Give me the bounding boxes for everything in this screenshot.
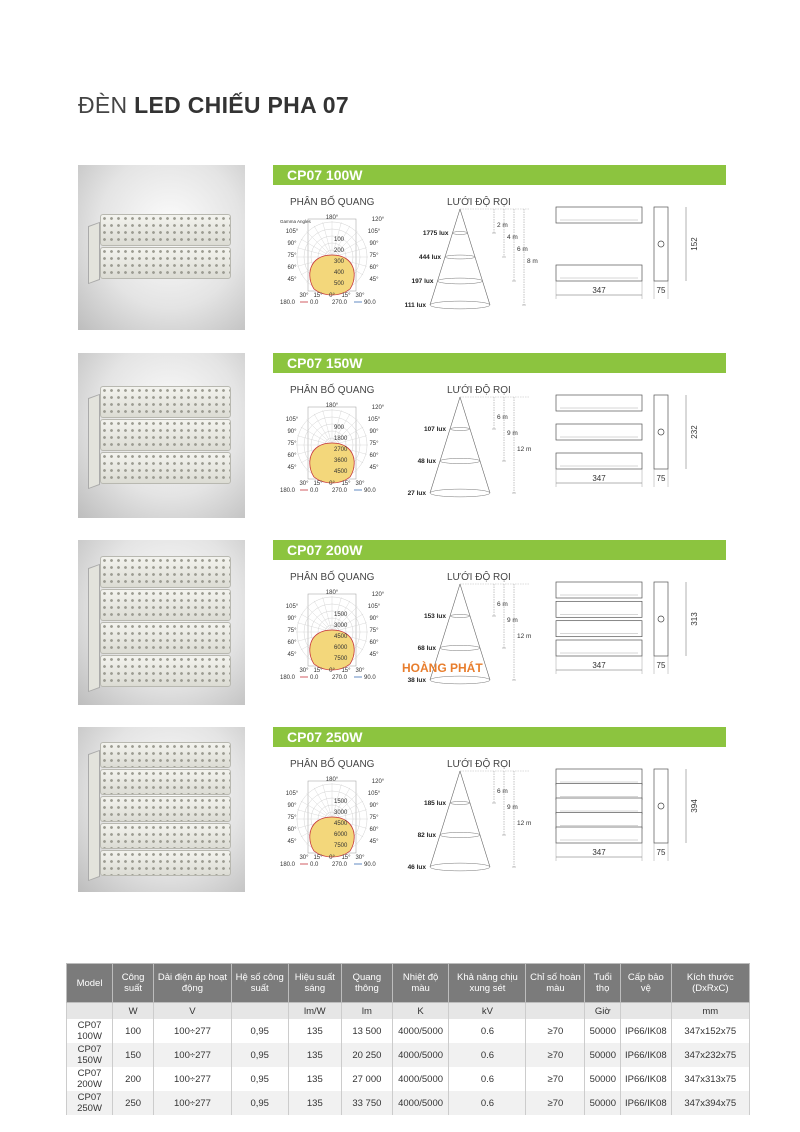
polar-value-label: 7500 <box>334 843 348 849</box>
front-module <box>556 453 642 469</box>
lux-cone-diagram <box>398 203 538 313</box>
height-label: 313 <box>690 612 699 626</box>
polar-diagram <box>278 401 386 493</box>
lux-label: 38 lux <box>407 677 426 684</box>
product-section <box>0 540 800 720</box>
polar-diagram <box>278 588 386 680</box>
distribution-label: PHÂN BỐ QUANG <box>290 759 375 770</box>
distance-label: 6 m <box>517 246 528 253</box>
side-view <box>654 207 668 281</box>
product-photo <box>78 540 245 705</box>
angle-label: 60° <box>287 453 297 459</box>
legend-label: 90.0 <box>364 675 376 680</box>
dimension-drawing <box>548 765 708 875</box>
lux-label: 111 lux <box>404 302 426 309</box>
polar-value-label: 4500 <box>334 469 348 475</box>
led-module <box>100 823 231 849</box>
angle-label: 75° <box>369 253 379 259</box>
distance-label: 6 m <box>497 414 508 421</box>
table-cell: 20 250 <box>342 1043 393 1067</box>
table-cell: 0,95 <box>231 1043 288 1067</box>
page-title <box>78 92 349 119</box>
product-section <box>0 353 800 533</box>
polar-value-label: 1800 <box>334 436 348 442</box>
product-photo <box>78 727 245 892</box>
table-cell: ≥70 <box>526 1043 585 1067</box>
angle-label: 90° <box>369 803 379 809</box>
polar-value-label: 900 <box>334 425 345 431</box>
angle-label: 15° <box>341 293 351 299</box>
table-cell: 0.6 <box>449 1091 526 1115</box>
led-module <box>100 622 231 654</box>
table-cell: 200 <box>113 1067 154 1091</box>
angle-label: 75° <box>287 628 297 634</box>
table-cell: 135 <box>288 1043 341 1067</box>
angle-label: 45° <box>287 277 297 283</box>
units-row <box>67 1003 750 1020</box>
front-module <box>556 582 642 598</box>
legend-label: 270.0 <box>332 300 348 305</box>
watermark-logo: HOÀNG PHÁT <box>402 661 483 675</box>
mounting-bracket <box>88 393 100 488</box>
polar-value-label: 7500 <box>334 656 348 662</box>
angle-label: 15° <box>341 668 351 674</box>
lux-cone-diagram <box>398 765 538 875</box>
depth-label: 75 <box>656 661 666 670</box>
distance-label: 8 m <box>527 258 538 265</box>
angle-label: 120° <box>371 217 385 223</box>
lux-label: 68 lux <box>417 645 436 652</box>
angle-label: 75° <box>369 441 379 447</box>
product-photo <box>78 165 245 330</box>
front-module <box>556 769 642 785</box>
lux-label: 48 lux <box>417 458 436 465</box>
polar-value-label: 3600 <box>334 458 348 464</box>
angle-label: 90° <box>287 616 297 622</box>
table-cell: CP07 250W <box>67 1091 113 1115</box>
table-cell: 100÷277 <box>154 1043 232 1067</box>
width-label: 347 <box>592 661 606 670</box>
legend-label: 0.0 <box>310 675 319 680</box>
angle-label: 75° <box>369 628 379 634</box>
unit-cell <box>231 1003 288 1020</box>
angle-label: 30° <box>355 293 365 299</box>
angle-label: 45° <box>287 652 297 658</box>
table-cell: CP07 150W <box>67 1043 113 1067</box>
unit-cell <box>526 1003 585 1020</box>
table-cell: 100 <box>113 1019 154 1043</box>
front-module <box>556 207 642 223</box>
front-module <box>556 601 642 617</box>
grid-label: LƯỚI ĐỘ RỌI <box>447 759 511 770</box>
angle-label: 120° <box>371 779 385 785</box>
legend-label: 270.0 <box>332 675 348 680</box>
legend-label: 180.0 <box>280 300 296 305</box>
dimension-drawing <box>548 578 708 688</box>
table-row <box>67 1019 750 1043</box>
polar-value-label: 400 <box>334 270 345 276</box>
front-module <box>556 640 642 656</box>
polar-value-label: 1500 <box>334 799 348 805</box>
angle-label: 105° <box>285 417 299 423</box>
angle-label: 0° <box>329 481 335 487</box>
angle-label: 90° <box>287 429 297 435</box>
distance-label: 9 m <box>507 430 518 437</box>
table-cell: 33 750 <box>342 1091 393 1115</box>
column-header: Tuổi thọ <box>585 964 621 1003</box>
column-header: Hệ số công suất <box>231 964 288 1003</box>
angle-label: 0° <box>329 668 335 674</box>
angle-label: 60° <box>287 265 297 271</box>
angle-label: 75° <box>287 253 297 259</box>
table-cell: CP07 200W <box>67 1067 113 1091</box>
led-module <box>100 769 231 795</box>
distance-label: 12 m <box>517 633 532 640</box>
distance-label: 4 m <box>507 234 518 241</box>
table-cell: 0,95 <box>231 1091 288 1115</box>
lux-cone-diagram <box>398 391 538 501</box>
table-cell: 0,95 <box>231 1067 288 1091</box>
polar-value-label: 3000 <box>334 810 348 816</box>
angle-label: 180° <box>325 777 339 783</box>
led-module <box>100 452 231 484</box>
gamma-label: Gamma Angles <box>280 219 311 224</box>
led-module <box>100 419 231 451</box>
unit-cell: V <box>154 1003 232 1020</box>
table-cell: IP66/IK08 <box>621 1067 671 1091</box>
spec-table <box>66 963 750 1115</box>
legend-label: 180.0 <box>280 675 296 680</box>
angle-label: 75° <box>287 815 297 821</box>
table-cell: ≥70 <box>526 1019 585 1043</box>
title-bold: LED CHIẾU PHA 07 <box>134 92 349 118</box>
front-module <box>556 784 642 800</box>
table-cell: ≥70 <box>526 1091 585 1115</box>
angle-label: 15° <box>313 481 323 487</box>
polar-value-label: 2700 <box>334 447 348 453</box>
led-module <box>100 742 231 768</box>
polar-value-label: 3000 <box>334 623 348 629</box>
front-module <box>556 424 642 440</box>
distance-label: 6 m <box>497 601 508 608</box>
table-cell: 150 <box>113 1043 154 1067</box>
polar-value-label: 6000 <box>334 832 348 838</box>
table-cell: 13 500 <box>342 1019 393 1043</box>
table-cell: 100÷277 <box>154 1091 232 1115</box>
table-cell: 4000/5000 <box>392 1019 449 1043</box>
angle-label: 90° <box>369 429 379 435</box>
column-header: Kích thước (DxRxC) <box>671 964 749 1003</box>
grid-label: LƯỚI ĐỘ RỌI <box>447 385 511 396</box>
mounting-bracket <box>88 222 100 284</box>
table-cell: 50000 <box>585 1067 621 1091</box>
lux-label: 27 lux <box>407 490 426 497</box>
legend-label: 0.0 <box>310 862 319 867</box>
table-cell: 27 000 <box>342 1067 393 1091</box>
polar-value-label: 4500 <box>334 634 348 640</box>
width-label: 347 <box>592 474 606 483</box>
table-cell: 0.6 <box>449 1043 526 1067</box>
table-cell: 135 <box>288 1091 341 1115</box>
unit-cell: lm/W <box>288 1003 341 1020</box>
angle-label: 60° <box>287 640 297 646</box>
column-header: Model <box>67 964 113 1003</box>
angle-label: 30° <box>299 855 309 861</box>
distribution-label: PHÂN BỐ QUANG <box>290 572 375 583</box>
distance-label: 6 m <box>497 788 508 795</box>
dimension-drawing <box>548 391 708 501</box>
angle-label: 105° <box>285 604 299 610</box>
angle-label: 120° <box>371 405 385 411</box>
legend-label: 180.0 <box>280 862 296 867</box>
angle-label: 60° <box>369 640 379 646</box>
lux-label: 197 lux <box>411 278 434 285</box>
angle-label: 90° <box>369 241 379 247</box>
table-cell: 4000/5000 <box>392 1043 449 1067</box>
polar-value-label: 4500 <box>334 821 348 827</box>
lux-label: 1775 lux <box>422 230 449 237</box>
unit-cell: K <box>392 1003 449 1020</box>
table-row <box>67 1043 750 1067</box>
column-header: Chỉ số hoàn màu <box>526 964 585 1003</box>
table-cell: 135 <box>288 1067 341 1091</box>
polar-value-label: 300 <box>334 259 345 265</box>
dimension-drawing <box>548 203 708 313</box>
depth-label: 75 <box>656 848 666 857</box>
unit-cell: mm <box>671 1003 749 1020</box>
angle-label: 0° <box>329 855 335 861</box>
grid-label: LƯỚI ĐỘ RỌI <box>447 572 511 583</box>
angle-label: 105° <box>367 791 381 797</box>
angle-label: 45° <box>287 839 297 845</box>
side-view <box>654 582 668 656</box>
led-module <box>100 850 231 876</box>
depth-label: 75 <box>656 286 666 295</box>
table-cell: IP66/IK08 <box>621 1091 671 1115</box>
height-label: 232 <box>690 425 699 439</box>
light-distribution-curve <box>310 630 354 670</box>
light-distribution-curve <box>310 443 354 483</box>
legend-label: 270.0 <box>332 862 348 867</box>
table-row <box>67 1067 750 1091</box>
legend-label: 180.0 <box>280 488 296 493</box>
angle-label: 15° <box>313 293 323 299</box>
angle-label: 90° <box>287 241 297 247</box>
distribution-label: PHÂN BỐ QUANG <box>290 385 375 396</box>
unit-cell: kV <box>449 1003 526 1020</box>
angle-label: 45° <box>369 839 379 845</box>
side-view <box>654 395 668 469</box>
polar-value-label: 200 <box>334 248 345 254</box>
angle-label: 15° <box>341 481 351 487</box>
polar-value-label: 1500 <box>334 612 348 618</box>
angle-label: 90° <box>287 803 297 809</box>
angle-label: 45° <box>369 465 379 471</box>
mounting-bracket <box>88 749 100 880</box>
angle-label: 75° <box>287 441 297 447</box>
table-cell: 0.6 <box>449 1067 526 1091</box>
front-module <box>556 395 642 411</box>
angle-label: 105° <box>285 791 299 797</box>
unit-cell <box>67 1003 113 1020</box>
lux-label: 153 lux <box>423 613 446 620</box>
unit-cell: W <box>113 1003 154 1020</box>
polar-diagram <box>278 775 386 867</box>
legend-label: 0.0 <box>310 488 319 493</box>
table-cell: 0,95 <box>231 1019 288 1043</box>
table-cell: 135 <box>288 1019 341 1043</box>
table-cell: ≥70 <box>526 1067 585 1091</box>
led-module <box>100 247 231 279</box>
table-cell: 0.6 <box>449 1019 526 1043</box>
light-distribution-curve <box>310 255 354 295</box>
column-header: Hiệu suất sáng <box>288 964 341 1003</box>
angle-label: 105° <box>367 417 381 423</box>
side-view <box>654 769 668 843</box>
table-header-row <box>67 964 750 1003</box>
distribution-label: PHÂN BỐ QUANG <box>290 197 375 208</box>
table-cell: CP07 100W <box>67 1019 113 1043</box>
angle-label: 30° <box>355 668 365 674</box>
polar-diagram <box>278 213 386 305</box>
distance-label: 12 m <box>517 446 532 453</box>
angle-label: 45° <box>369 277 379 283</box>
table-row <box>67 1091 750 1115</box>
angle-label: 180° <box>325 403 339 409</box>
width-label: 347 <box>592 286 606 295</box>
angle-label: 30° <box>299 293 309 299</box>
distance-label: 12 m <box>517 820 532 827</box>
distance-label: 2 m <box>497 222 508 229</box>
front-module <box>556 798 642 814</box>
product-section <box>0 727 800 907</box>
lux-label: 185 lux <box>423 800 446 807</box>
led-module <box>100 214 231 246</box>
product-section <box>0 165 800 345</box>
front-module <box>556 621 642 637</box>
angle-label: 30° <box>299 481 309 487</box>
table-cell: IP66/IK08 <box>621 1019 671 1043</box>
width-label: 347 <box>592 848 606 857</box>
distance-label: 9 m <box>507 804 518 811</box>
angle-label: 30° <box>355 855 365 861</box>
table-cell: 250 <box>113 1091 154 1115</box>
angle-label: 15° <box>313 855 323 861</box>
table-cell: 347x152x75 <box>671 1019 749 1043</box>
light-distribution-curve <box>310 817 354 857</box>
angle-label: 45° <box>287 465 297 471</box>
depth-label: 75 <box>656 474 666 483</box>
table-cell: 50000 <box>585 1019 621 1043</box>
front-module <box>556 827 642 843</box>
legend-label: 90.0 <box>364 488 376 493</box>
product-photo <box>78 353 245 518</box>
angle-label: 30° <box>355 481 365 487</box>
angle-label: 180° <box>325 215 339 221</box>
legend-label: 90.0 <box>364 862 376 867</box>
angle-label: 15° <box>313 668 323 674</box>
column-header: Khả năng chịu xung sét <box>449 964 526 1003</box>
polar-value-label: 100 <box>334 237 345 243</box>
table-cell: 100÷277 <box>154 1019 232 1043</box>
title-prefix: ĐÈN <box>78 92 128 118</box>
angle-label: 0° <box>329 293 335 299</box>
led-module <box>100 589 231 621</box>
angle-label: 105° <box>367 229 381 235</box>
legend-label: 0.0 <box>310 300 319 305</box>
table-cell: 347x232x75 <box>671 1043 749 1067</box>
table-cell: 50000 <box>585 1043 621 1067</box>
table-cell: 4000/5000 <box>392 1091 449 1115</box>
table-cell: 50000 <box>585 1091 621 1115</box>
column-header: Dải điện áp hoạt động <box>154 964 232 1003</box>
angle-label: 30° <box>299 668 309 674</box>
angle-label: 60° <box>369 265 379 271</box>
height-label: 394 <box>690 799 699 813</box>
unit-cell: lm <box>342 1003 393 1020</box>
legend-label: 90.0 <box>364 300 376 305</box>
unit-cell: Giờ <box>585 1003 621 1020</box>
polar-value-label: 500 <box>334 281 345 287</box>
led-module <box>100 556 231 588</box>
table-cell: 347x394x75 <box>671 1091 749 1115</box>
height-label: 152 <box>690 237 699 251</box>
angle-label: 60° <box>369 453 379 459</box>
angle-label: 180° <box>325 590 339 596</box>
front-module <box>556 813 642 829</box>
polar-value-label: 6000 <box>334 645 348 651</box>
angle-label: 90° <box>369 616 379 622</box>
lux-label: 82 lux <box>417 832 436 839</box>
angle-label: 75° <box>369 815 379 821</box>
angle-label: 105° <box>367 604 381 610</box>
product-banner: CP07 150W <box>273 353 726 373</box>
angle-label: 60° <box>287 827 297 833</box>
table-cell: IP66/IK08 <box>621 1043 671 1067</box>
table-cell: 347x313x75 <box>671 1067 749 1091</box>
product-banner: CP07 250W <box>273 727 726 747</box>
column-header: Nhiệt độ màu <box>392 964 449 1003</box>
lux-label: 444 lux <box>418 254 441 261</box>
lux-label: 46 lux <box>407 864 426 871</box>
column-header: Công suất <box>113 964 154 1003</box>
product-banner: CP07 200W <box>273 540 726 560</box>
table-cell: 100÷277 <box>154 1067 232 1091</box>
table-cell: 4000/5000 <box>392 1067 449 1091</box>
angle-label: 60° <box>369 827 379 833</box>
angle-label: 45° <box>369 652 379 658</box>
lux-label: 107 lux <box>423 426 446 433</box>
legend-label: 270.0 <box>332 488 348 493</box>
led-module <box>100 386 231 418</box>
unit-cell <box>621 1003 671 1020</box>
column-header: Quang thông <box>342 964 393 1003</box>
product-banner: CP07 100W <box>273 165 726 185</box>
led-module <box>100 796 231 822</box>
angle-label: 15° <box>341 855 351 861</box>
distance-label: 9 m <box>507 617 518 624</box>
angle-label: 120° <box>371 592 385 598</box>
front-module <box>556 265 642 281</box>
mounting-bracket <box>88 564 100 692</box>
angle-label: 105° <box>285 229 299 235</box>
led-module <box>100 655 231 687</box>
column-header: Cấp bảo vệ <box>621 964 671 1003</box>
grid-label: LƯỚI ĐỘ RỌI <box>447 197 511 208</box>
